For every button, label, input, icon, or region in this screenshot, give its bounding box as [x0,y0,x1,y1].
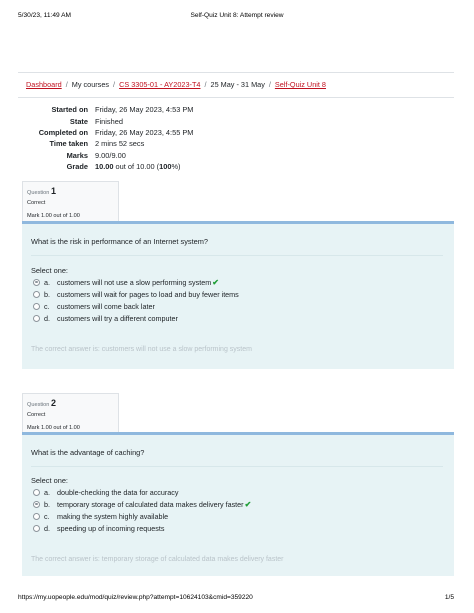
summary-row-marks [18,150,318,161]
answer-option[interactable] [33,523,164,534]
select-one-label: Select one: [31,266,68,275]
answer-option[interactable] [33,487,178,498]
breadcrumb [18,72,454,98]
summary-value: 9.00/9.00 [95,150,126,160]
summary-label: Completed on [38,127,88,137]
option-text: customers will try a different computer [57,314,178,323]
grade-percent: 100 [159,162,172,172]
question-divider [31,466,443,467]
question-number [27,186,118,199]
answer-option[interactable] [33,511,168,522]
option-letter: b. [44,500,50,509]
question-info-box [22,181,119,223]
select-one-label: Select one: [31,476,68,485]
check-icon: ✔ [212,278,219,287]
option-text: customers will wait for pages to load and buy fewer items [57,290,239,299]
option-letter: b. [44,290,50,299]
option-text: temporary storage of calculated data makes delivery faster [57,500,244,509]
question-number-value: 2 [50,398,56,408]
grade-text: out of 10.00 ( [113,162,160,172]
radio-icon[interactable] [33,279,40,286]
breadcrumb-my-courses: My courses [71,80,110,89]
summary-row-completed [18,127,318,138]
question-label: Question [27,190,50,196]
summary-row-started [18,104,318,115]
grade-score: 10.00 [95,162,114,172]
summary-value: Friday, 26 May 2023, 4:53 PM [95,105,194,115]
attempt-summary-table [18,104,318,172]
print-title: Self-Quiz Unit 8: Attempt review [190,12,284,19]
summary-label: Marks [66,150,88,160]
print-datetime: 5/30/23, 11:49 AM [18,12,72,19]
question-text: What is the advantage of caching? [31,448,145,457]
summary-row-time-taken [18,138,318,149]
breadcrumb-dashboard[interactable]: Dashboard [26,80,62,89]
summary-label: Started on [51,105,88,115]
breadcrumb-separator: / [204,80,207,89]
answer-option[interactable] [33,499,251,510]
summary-row-grade [18,161,318,172]
question-label: Question [27,402,50,408]
question-status: Correct [27,200,46,206]
radio-icon[interactable] [33,525,40,532]
answer-option[interactable] [33,313,178,324]
option-letter: c. [44,302,50,311]
question-number [27,398,118,411]
radio-icon[interactable] [33,513,40,520]
correct-answer-feedback: The correct answer is: temporary storage of calculated data makes delivery faster [31,556,284,563]
check-icon: ✔ [244,500,252,509]
summary-value: 2 mins 52 secs [95,139,145,149]
print-url: https://my.uopeople.edu/mod/quiz/review.php?attempt=10624103&cmid=359220 [18,594,253,601]
answer-option[interactable] [33,289,239,300]
radio-icon[interactable] [33,489,40,496]
breadcrumb-separator: / [65,80,68,89]
option-letter: d. [44,314,50,323]
radio-icon[interactable] [33,303,40,310]
answer-option[interactable] [33,277,219,288]
question-mark: Mark 1.00 out of 1.00 [27,425,80,431]
question-status: Correct [27,412,46,418]
option-text: customers will come back later [57,302,155,311]
breadcrumb-course[interactable]: CS 3305-01 - AY2023-T4 [119,80,201,89]
option-text: making the system highly available [57,512,169,521]
answer-option[interactable] [33,301,155,312]
summary-value: Finished [95,116,123,126]
question-text: What is the risk in performance of an Internet system? [31,237,209,246]
radio-icon[interactable] [33,291,40,298]
summary-value [95,161,318,172]
question-mark: Mark 1.00 out of 1.00 [27,213,80,219]
question-info-box [22,393,119,435]
print-page-number: 1/5 [444,594,454,601]
breadcrumb-week: 25 May - 31 May [210,80,265,89]
summary-label: State [69,116,88,126]
summary-value: Friday, 26 May 2023, 4:55 PM [95,127,194,137]
grade-text-end: %) [171,162,181,172]
summary-label: Grade [66,162,88,172]
option-letter: c. [44,512,50,521]
option-text: double-checking the data for accuracy [57,488,179,497]
option-letter: d. [44,524,50,533]
breadcrumb-separator: / [268,80,271,89]
option-letter: a. [44,278,50,287]
breadcrumb-separator: / [113,80,116,89]
radio-icon[interactable] [33,315,40,322]
breadcrumb-quiz[interactable]: Self-Quiz Unit 8 [274,80,326,89]
question-number-value: 1 [50,186,56,196]
option-text: customers will not use a slow performing system [57,278,212,287]
summary-label: Time taken [49,139,88,149]
radio-icon[interactable] [33,501,40,508]
correct-answer-feedback: The correct answer is: customers will not use a slow performing system [31,346,252,353]
option-text: speeding up of incoming requests [57,524,165,533]
option-letter: a. [44,488,50,497]
summary-row-state [18,115,318,126]
question-divider [31,255,443,256]
